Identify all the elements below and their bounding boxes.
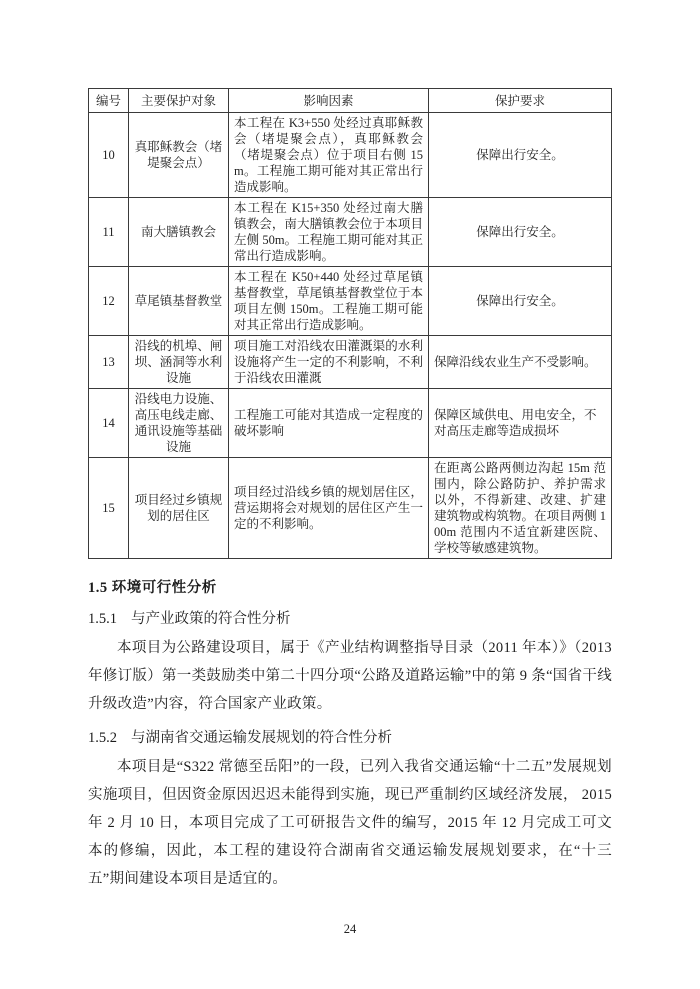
table-row (89, 458, 612, 559)
table-row (89, 336, 612, 389)
cell-object: 南大膳镇教会 (129, 198, 229, 267)
paragraph-industrial-policy: 本项目为公路建设项目，属于《产业结构调整指导目录（2011 年本）》（2013 年修订版）第一类鼓励类中第二十四分项“公路及道路运输”中的第 9 条“国省干线升级改造”内容，符合国家产业政策。 (88, 640, 613, 712)
table-row (89, 198, 612, 267)
section-title: 与产业政策的符合性分析 (131, 611, 291, 627)
section-title: 与湖南省交通运输发展规划的符合性分析 (131, 730, 392, 746)
cell-object: 沿线电力设施、高压电线走廊、通讯设施等基础设施 (129, 389, 229, 458)
cell-number: 13 (89, 336, 129, 389)
cell-requirement: 在距离公路两侧边沟起 15m 范围内，除公路防护、养护需求以外，不得新建、改建、扩建建筑物或构筑物。在项目两侧 100m 范围内不适宜新建医院、学校等敏感建筑物。 (429, 458, 612, 559)
table-row (89, 113, 612, 198)
text-sections (88, 577, 612, 893)
paragraph-transport-plan: 本项目是“S322 常德至岳阳”的一段，已列入我省交通运输“十二五”发展规划实施项目，但因资金原因迟迟未能得到实施，现已严重制约区域经济发展， 2015 年 2 月 10 日，本项目完成了工可研报告文件的编写，2015 年 12 月完成工可文本的修编，因此，本工程的建设符合湖南省交通运输发展规划要求，在“十三五”期间建设本项目是适宜的。 (88, 759, 612, 887)
cell-object: 沿线的机埠、闸坝、涵洞等水利设施 (129, 336, 229, 389)
cell-factor: 项目经过沿线乡镇的规划居住区，营运期将会对规划的居住区产生一定的不利影响。 (229, 458, 429, 559)
cell-requirement: 保障出行安全。 (429, 113, 612, 198)
protection-objects-table (88, 88, 612, 559)
cell-factor: 本工程在 K3+550 处经过真耶稣教会（堵堤聚会点），真耶稣教会（堵堤聚会点）位于项目右侧 15m。工程施工期可能对其正常出行造成影响。 (229, 113, 429, 198)
table-row (89, 267, 612, 336)
page-content (88, 88, 612, 893)
cell-number: 12 (89, 267, 129, 336)
cell-requirement: 保障出行安全。 (429, 267, 612, 336)
cell-requirement: 保障区域供电、用电安全，不对高压走廊等造成损坏 (429, 389, 612, 458)
cell-factor: 工程施工可能对其造成一定程度的破坏影响 (229, 389, 429, 458)
section-number: 1.5.2 (88, 730, 117, 746)
cell-object: 项目经过乡镇规划的居住区 (129, 458, 229, 559)
cell-number: 14 (89, 389, 129, 458)
table-header-row (89, 89, 612, 113)
cell-requirement: 保障出行安全。 (429, 198, 612, 267)
header-cell-factor: 影响因素 (229, 89, 429, 113)
header-cell-requirement: 保护要求 (429, 89, 612, 113)
cell-factor: 项目施工对沿线农田灌溉渠的水利设施将产生一定的不利影响，不利于沿线农田灌溉 (229, 336, 429, 389)
section-heading-1-5-1 (88, 608, 612, 630)
cell-number: 11 (89, 198, 129, 267)
cell-object: 真耶稣教会（堵堤聚会点） (129, 113, 229, 198)
table-row (89, 389, 612, 458)
header-cell-object: 主要保护对象 (129, 89, 229, 113)
cell-number: 15 (89, 458, 129, 559)
section-heading-1-5: 1.5 环境可行性分析 (88, 580, 217, 596)
cell-requirement: 保障沿线农业生产不受影响。 (429, 336, 612, 389)
cell-factor: 本工程在 K50+440 处经过草尾镇基督教堂，草尾镇基督教堂位于本项目左侧 150m。工程施工期可能对其正常出行造成影响。 (229, 267, 429, 336)
header-cell-number: 编号 (89, 89, 129, 113)
section-number: 1.5.1 (88, 611, 117, 627)
page-number: 24 (343, 922, 357, 936)
cell-number: 10 (89, 113, 129, 198)
section-heading-1-5-2 (88, 727, 612, 749)
cell-factor: 本工程在 K15+350 处经过南大膳镇教会，南大膳镇教会位于本项目左侧 50m。工程施工期可能对其正常出行造成影响。 (229, 198, 429, 267)
cell-object: 草尾镇基督教堂 (129, 267, 229, 336)
